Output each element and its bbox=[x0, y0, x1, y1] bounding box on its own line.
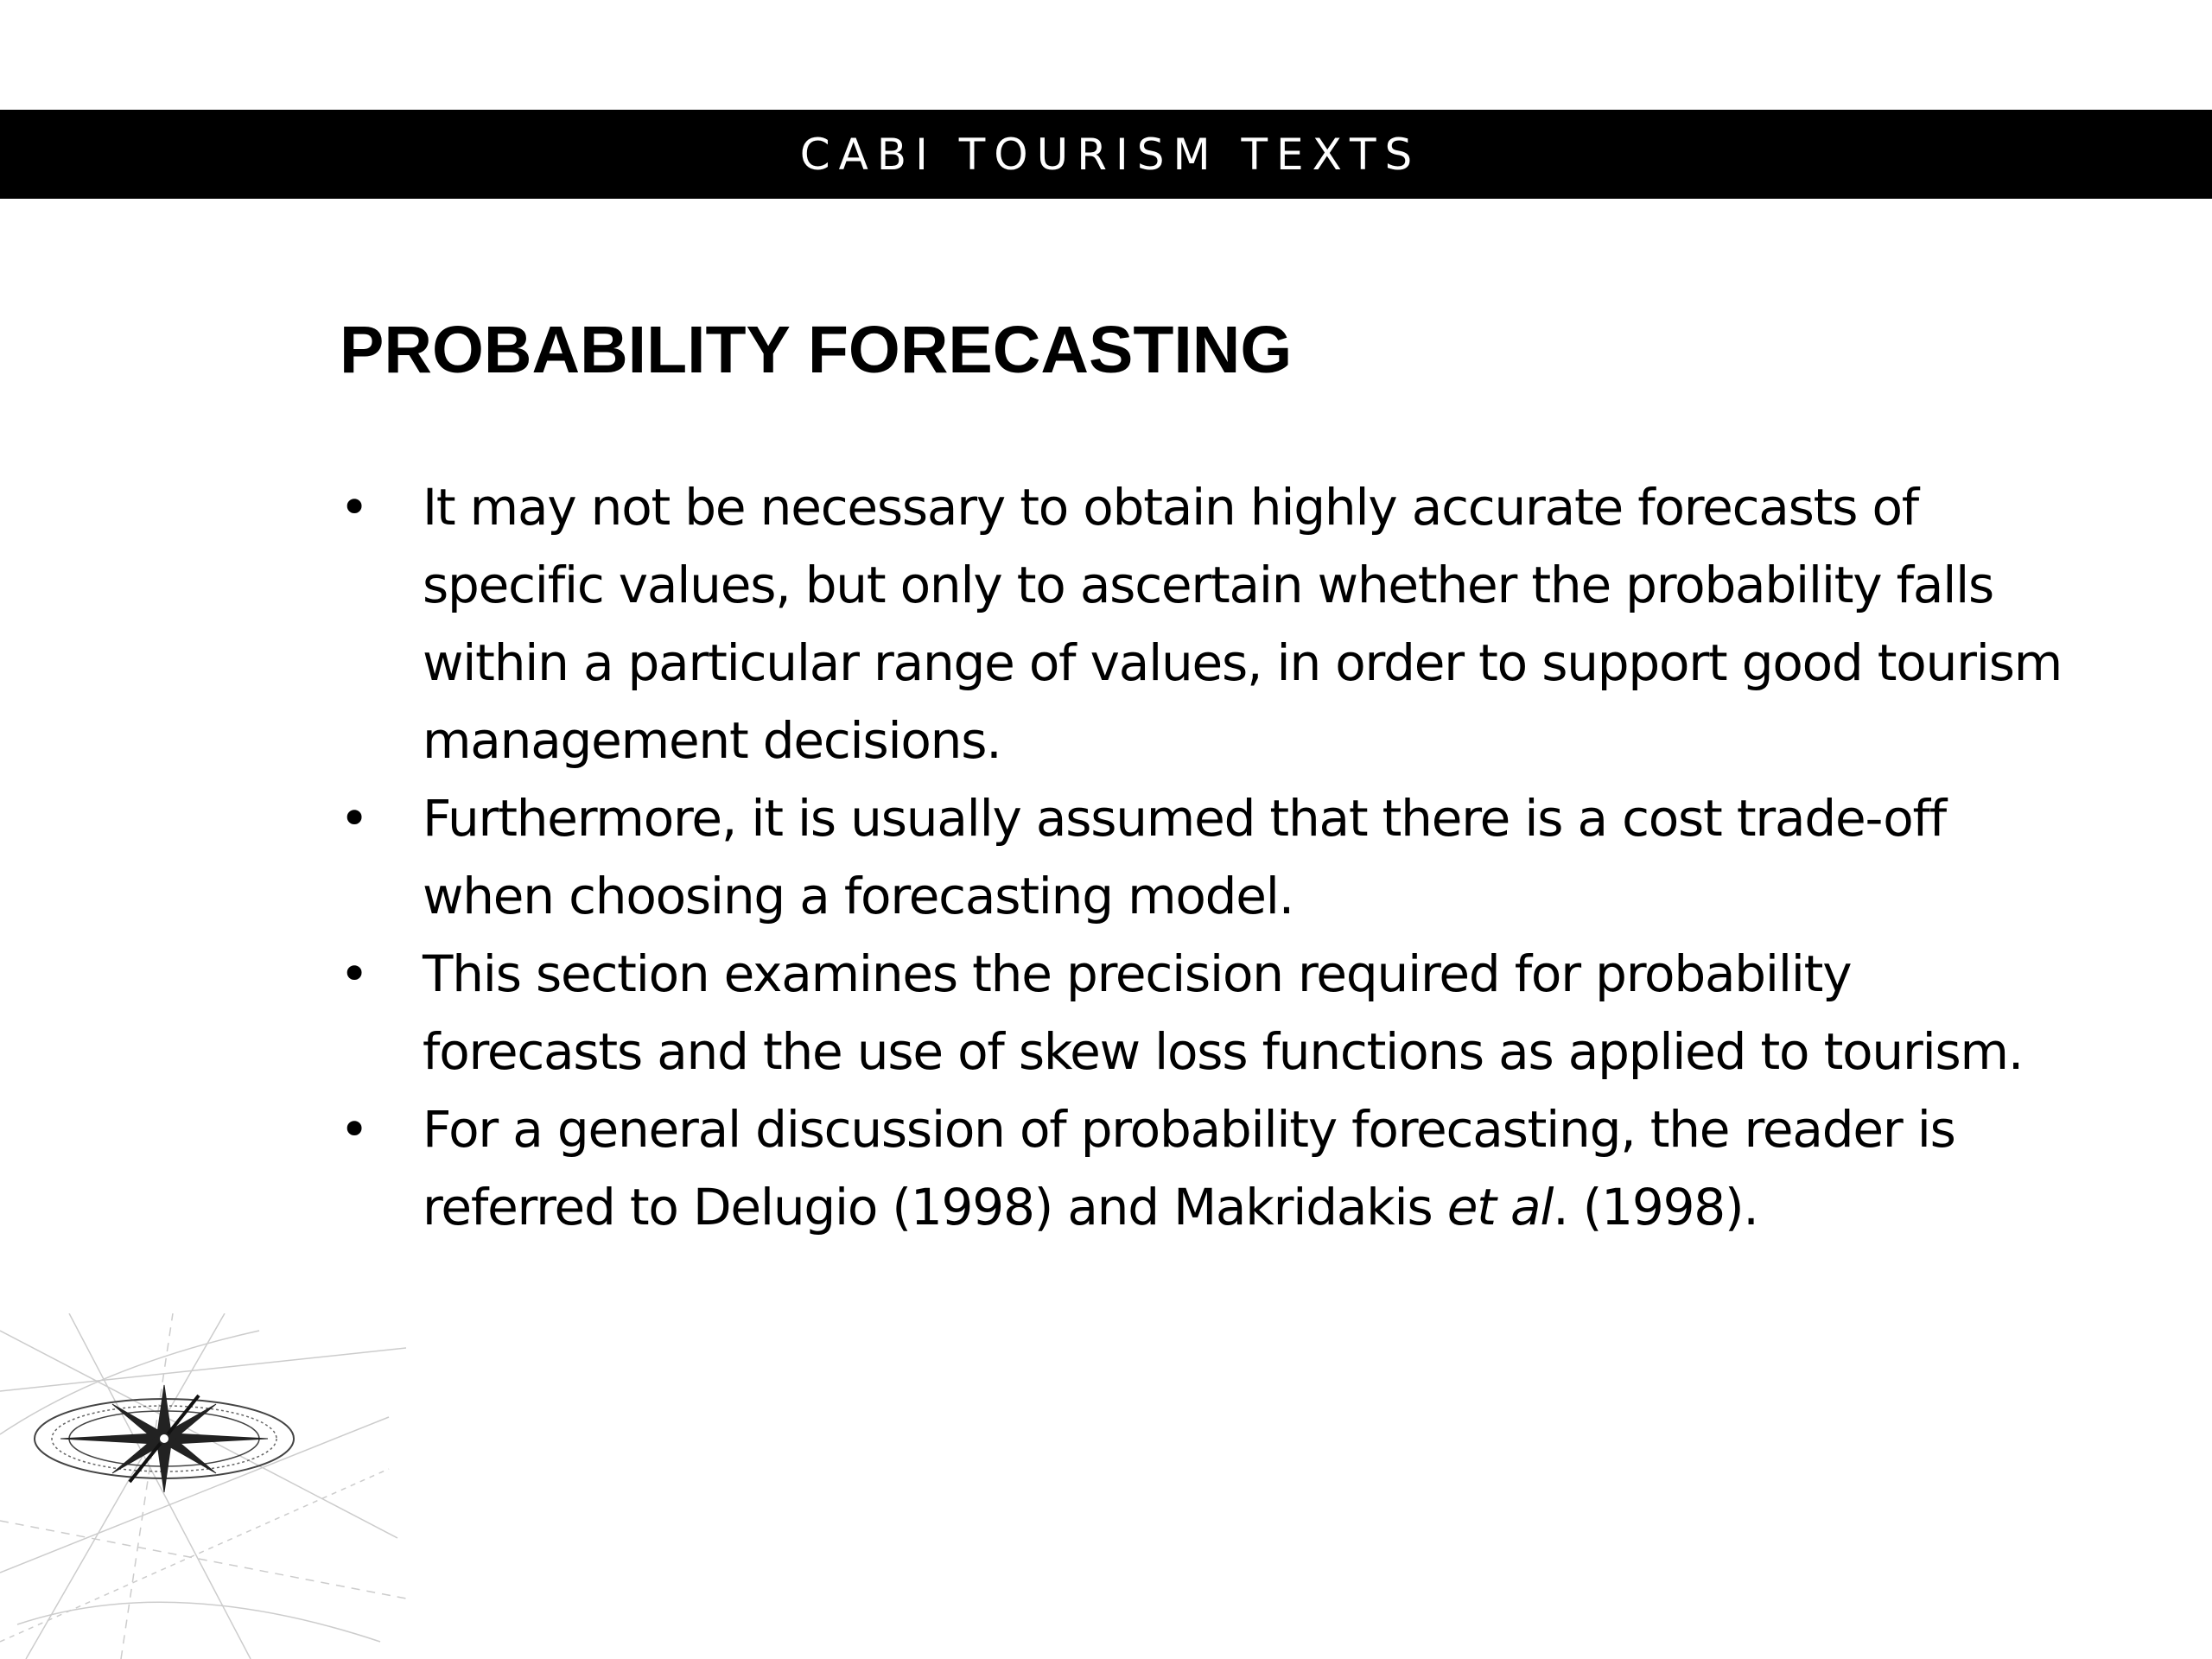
bullet-text-italic: et al bbox=[1446, 1178, 1554, 1236]
bullet-item bbox=[340, 1090, 2068, 1246]
bullet-text: It may not be necessary to obtain highly accurate forecasts of specific values, but only to ascertain whether the probability falls within a particular range of values, in order to support good tourism management decisions. bbox=[423, 478, 2063, 770]
bullet-icon: • bbox=[340, 944, 369, 1003]
bullet-text-before: For a general discussion of probability forecasting, the reader is referred to Delugio (1998) and Makridakis bbox=[423, 1100, 1955, 1236]
bullet-icon: • bbox=[340, 1100, 369, 1159]
bullet-item bbox=[340, 935, 2068, 1090]
bullet-text bbox=[423, 1100, 1955, 1236]
compass-rose bbox=[35, 1385, 294, 1492]
map-lines bbox=[0, 1313, 406, 1659]
slide-title: PROBABILITY FORECASTING bbox=[340, 313, 1293, 387]
bullet-item bbox=[340, 468, 2068, 779]
header-banner bbox=[0, 110, 2212, 199]
banner-title: CABI TOURISM TEXTS bbox=[799, 129, 1421, 180]
bullet-text-after: . (1998). bbox=[1553, 1178, 1758, 1236]
bullet-item bbox=[340, 779, 2068, 935]
bullet-icon: • bbox=[340, 478, 369, 537]
compass-rose-icon bbox=[0, 1313, 406, 1659]
bullet-list bbox=[340, 468, 2068, 1246]
bullet-text: Furthermore, it is usually assumed that there is a cost trade-off when choosing a forecasting model. bbox=[423, 789, 1946, 925]
bullet-icon: • bbox=[340, 789, 369, 848]
bullet-text: This section examines the precision required for probability forecasts and the use of skew loss functions as applied to tourism. bbox=[423, 944, 2024, 1081]
